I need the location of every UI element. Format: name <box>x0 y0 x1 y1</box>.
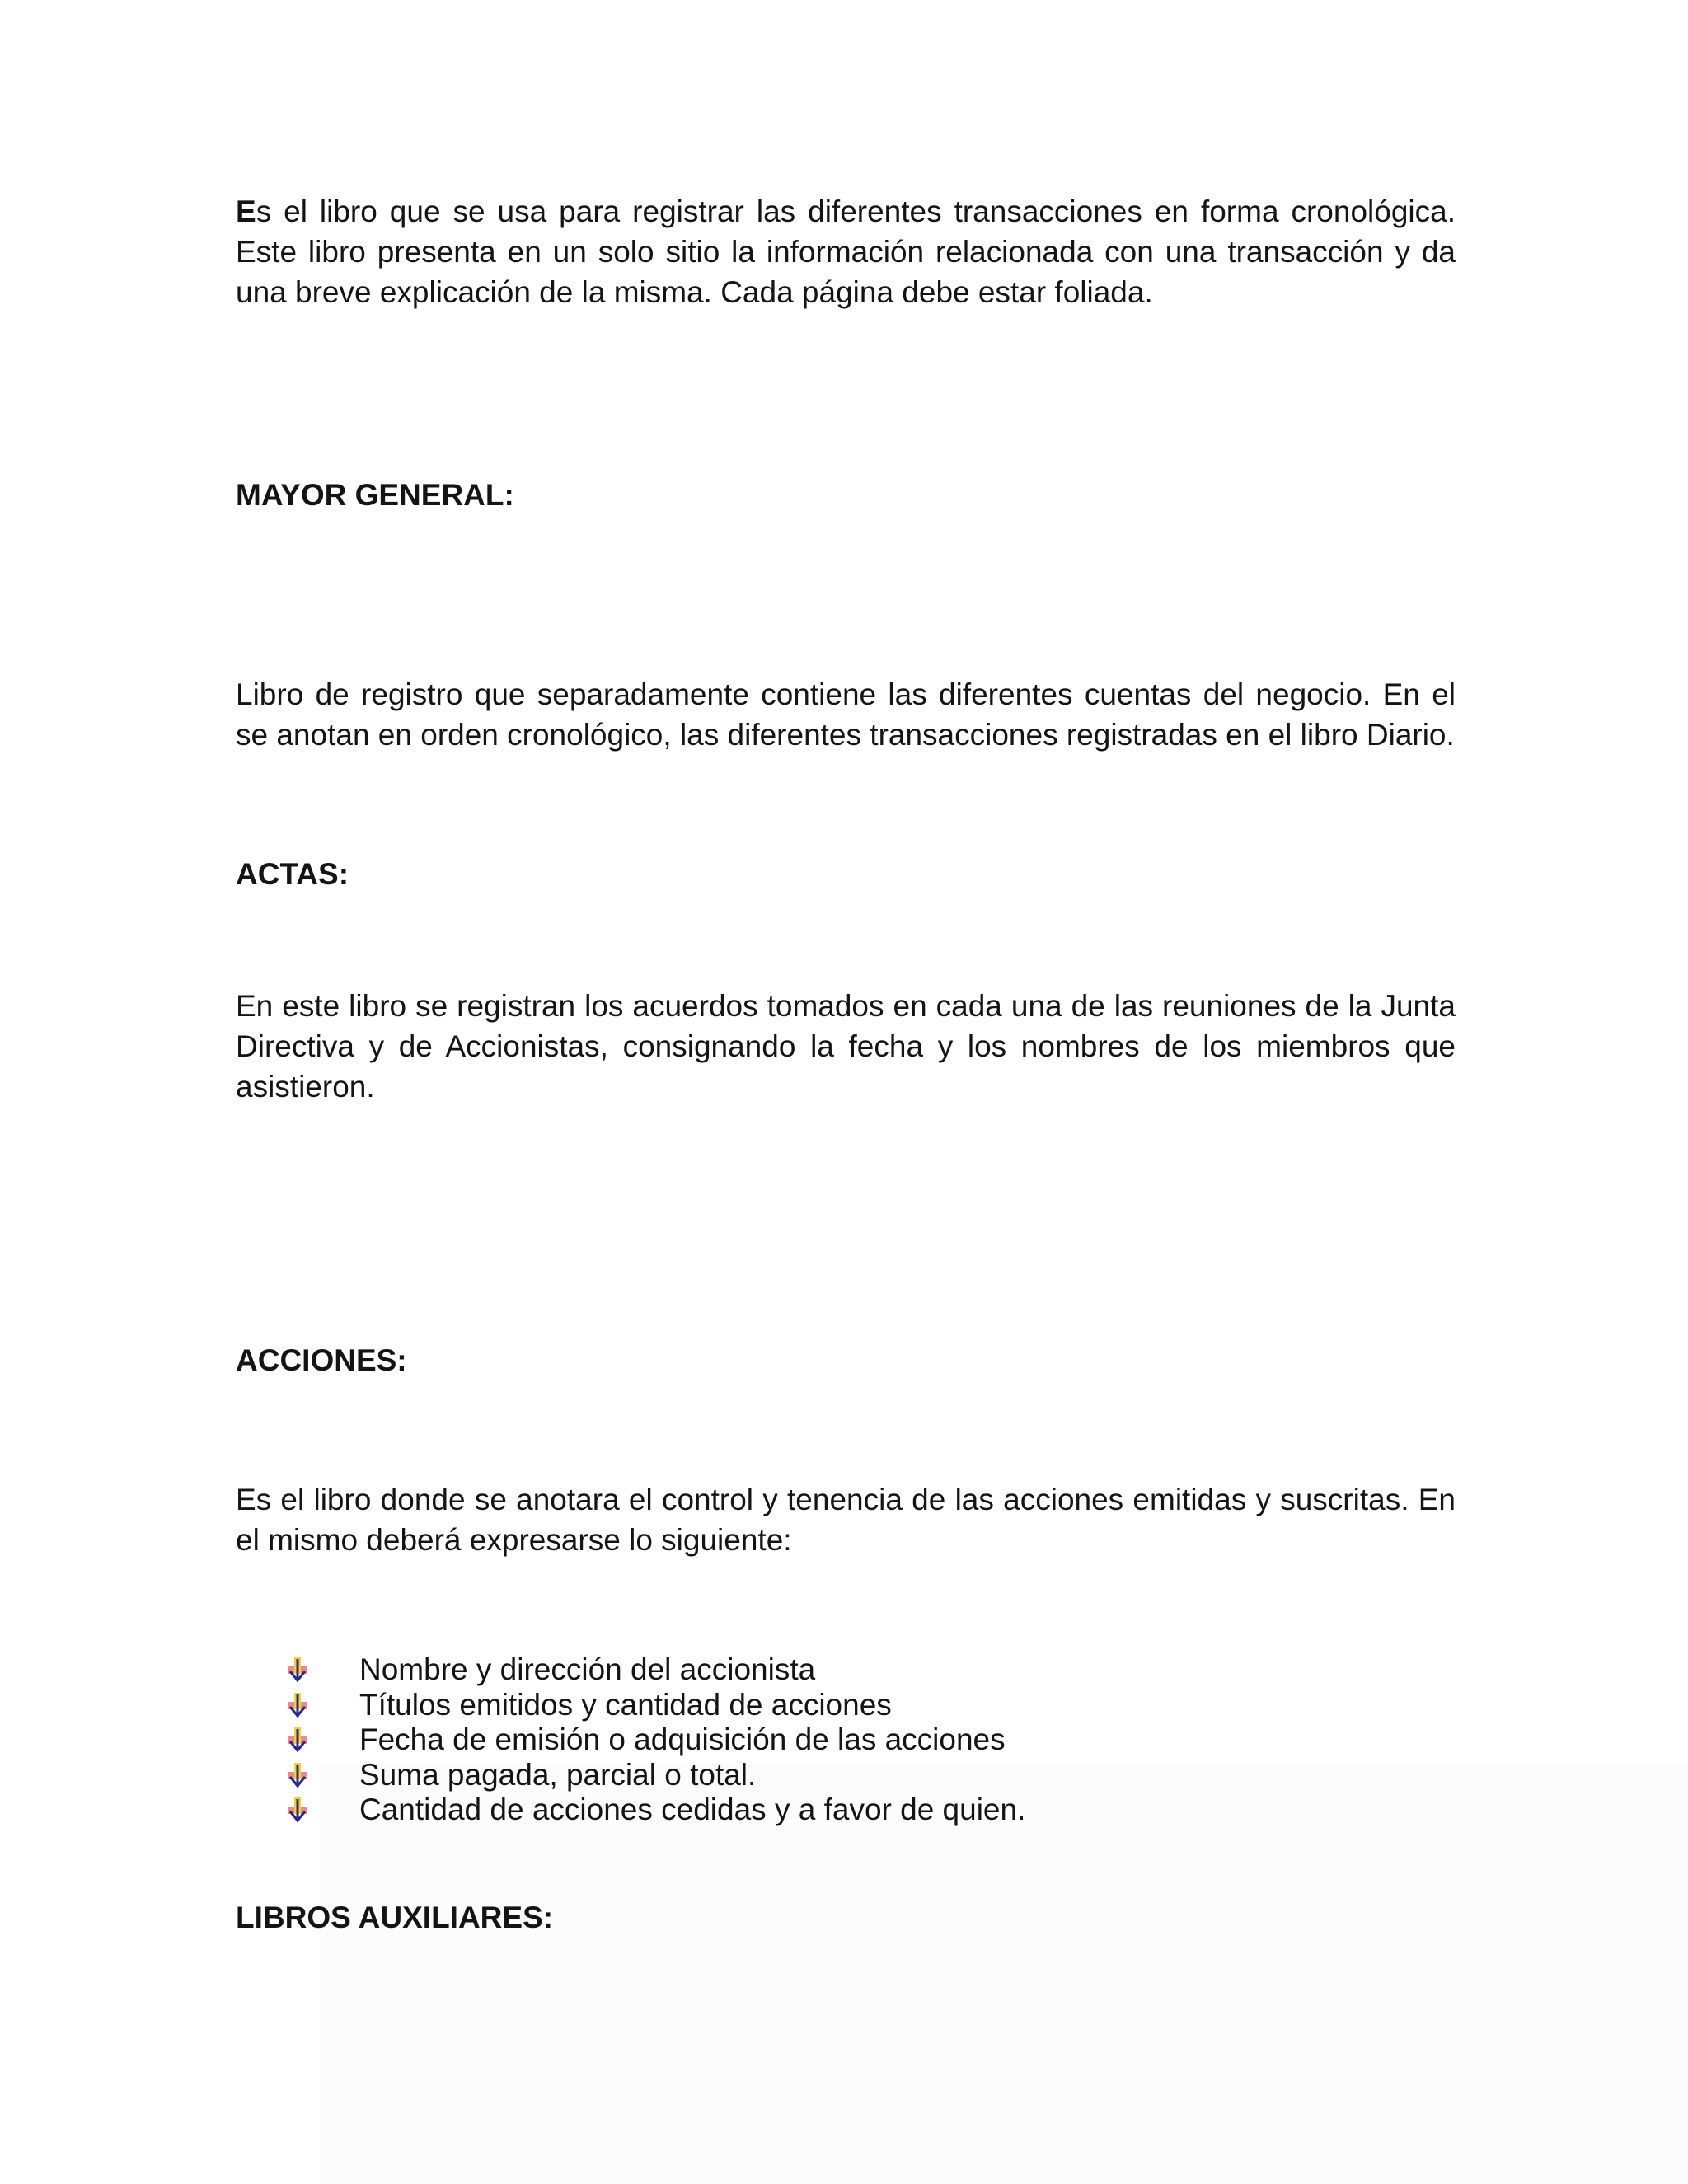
arrow-down-bullet-icon <box>285 1726 310 1754</box>
list-item-text: Cantidad de acciones cedidas y a favor de quien. <box>359 1793 1026 1826</box>
intro-text: s el libro que se usa para registrar las diferentes transacciones en forma cronológica. Este libro presenta en un solo sitio la información relacionada con una transacción y da una breve explicación de la misma. Cada página debe estar foliada. <box>236 194 1456 309</box>
heading-acciones: ACCIONES: <box>236 1343 407 1377</box>
list-item-text: Fecha de emisión o adquisición de las acciones <box>359 1722 1006 1756</box>
heading-actas: ACTAS: <box>236 857 349 891</box>
arrow-down-bullet-icon <box>285 1691 310 1719</box>
arrow-down-bullet-icon <box>285 1761 310 1789</box>
heading-mayor-general: MAYOR GENERAL: <box>236 478 514 512</box>
list-item <box>285 1758 1025 1793</box>
list-item <box>285 1793 1025 1828</box>
intro-dropcap: E <box>236 194 256 228</box>
arrow-down-bullet-icon <box>285 1796 310 1824</box>
actas-paragraph: En este libro se registran los acuerdos tomados en cada una de las reuniones de la Junta Directiva y de Accionistas, consignando la fecha y los nombres de los miembros que asistieron. <box>236 989 1456 1104</box>
intro-paragraph <box>236 191 1456 312</box>
list-item-text: Títulos emitidos y cantidad de acciones <box>359 1687 892 1722</box>
list-item-text: Suma pagada, parcial o total. <box>359 1757 757 1792</box>
acciones-paragraph: Es el libro donde se anotara el control y tenencia de las acciones emitidas y suscritas. En el mismo deberá expresarse lo siguiente: <box>236 1483 1456 1557</box>
mayor-general-paragraph: Libro de registro que separadamente contiene las diferentes cuentas del negocio. En el se anotan en orden cronológico, las diferentes transacciones registradas en el libro Diario. <box>236 677 1456 752</box>
list-item <box>285 1652 1025 1688</box>
list-item <box>285 1688 1025 1723</box>
list-item-text: Nombre y dirección del accionista <box>359 1652 816 1686</box>
acciones-list <box>285 1652 1025 1828</box>
heading-libros-auxiliares: LIBROS AUXILIARES: <box>236 1900 554 1934</box>
list-item <box>285 1722 1025 1758</box>
arrow-down-bullet-icon <box>285 1656 310 1684</box>
